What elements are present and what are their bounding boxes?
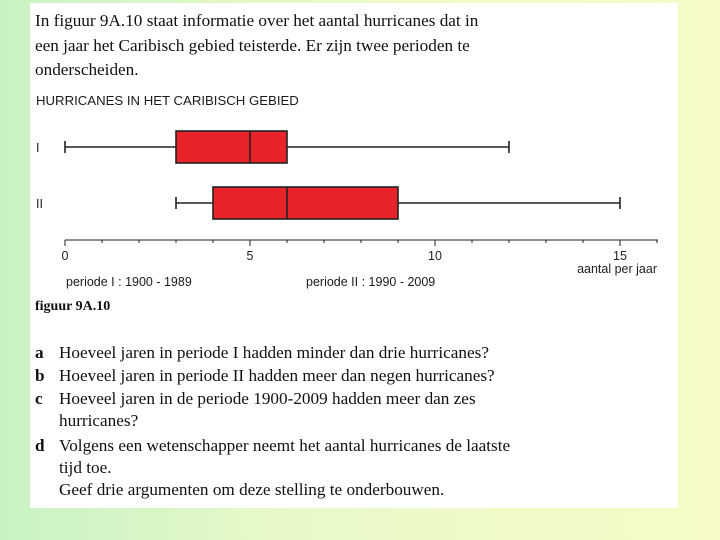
question-text-continued: hurricanes? — [59, 411, 139, 430]
question-d — [35, 435, 639, 501]
question-text: Hoeveel jaren in periode II hadden meer dan negen hurricanes? — [59, 366, 495, 385]
period-1-label: periode I : 1900 - 1989 — [66, 275, 192, 289]
x-tick-label: 10 — [428, 249, 442, 263]
figure-label: figuur 9A.10 — [35, 299, 111, 314]
question-text: Hoeveel jaren in de periode 1900-2009 hadden meer dan zes — [59, 389, 476, 408]
question-text-continued: tijd toe. — [59, 458, 112, 477]
chart-title: HURRICANES IN HET CARIBISCH GEBIED — [36, 93, 299, 108]
box-II — [213, 187, 398, 219]
question-letter: a — [35, 343, 44, 362]
intro-line-1: In figuur 9A.10 staat informatie over het aantal hurricanes dat in — [35, 11, 479, 30]
series-label-I: I — [36, 141, 40, 155]
question-text: Volgens een wetenschapper neemt het aantal hurricanes de laatste — [59, 436, 511, 455]
box-I — [176, 131, 287, 163]
x-axis-title: aantal per jaar — [577, 262, 657, 276]
question-letter: c — [35, 389, 43, 408]
question-text-continued: Geef drie argumenten om deze stelling te onderbouwen. — [59, 480, 445, 499]
exercise-panel — [30, 3, 678, 508]
x-tick-label: 5 — [246, 249, 254, 263]
question-b — [35, 365, 639, 387]
intro-line-3: onderscheiden. — [35, 60, 139, 79]
period-2-label: periode II : 1990 - 2009 — [306, 275, 436, 289]
question-c — [35, 388, 639, 432]
question-letter: d — [35, 436, 45, 455]
x-tick-label: 0 — [61, 249, 69, 263]
question-text: Hoeveel jaren in periode I hadden minder dan drie hurricanes? — [59, 343, 489, 362]
series-label-II: II — [36, 197, 43, 211]
x-tick-label: 15 — [613, 249, 627, 263]
question-a — [35, 342, 639, 364]
intro-line-2: een jaar het Caribisch gebied teisterde. Er zijn twee perioden te — [35, 36, 470, 55]
question-letter: b — [35, 366, 45, 385]
boxplot-chart — [30, 3, 678, 303]
